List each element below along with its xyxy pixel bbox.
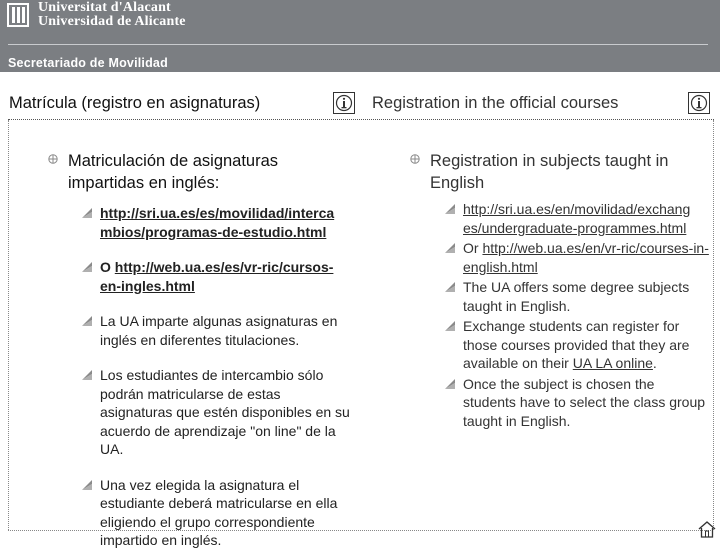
list-item bbox=[48, 476, 353, 550]
list-item bbox=[48, 258, 353, 295]
item-text: Los estudiantes de intercambio sólo podrán matricularse de estas asignaturas que estén disponibles en su acuerdo de aprendizaje "on line" de la UA. bbox=[100, 367, 350, 457]
university-shield-logo bbox=[6, 2, 30, 28]
spanish-heading-item bbox=[48, 150, 353, 194]
list-item bbox=[410, 375, 710, 431]
header-divider bbox=[8, 44, 708, 45]
arrow-bullet-icon bbox=[444, 320, 456, 332]
arrow-bullet-icon bbox=[444, 242, 456, 254]
arrow-bullet-icon bbox=[81, 479, 93, 491]
ua-la-online-link[interactable]: UA LA online bbox=[572, 355, 653, 371]
link-text[interactable]: http://web.ua.es/en/vr-ric/courses-in-english.html bbox=[463, 240, 709, 275]
title-divider bbox=[8, 119, 714, 120]
english-column bbox=[410, 150, 710, 430]
diamond-bullet-icon bbox=[410, 154, 420, 164]
diamond-bullet-icon bbox=[48, 154, 58, 164]
home-icon[interactable] bbox=[697, 520, 717, 538]
arrow-bullet-icon bbox=[444, 203, 456, 215]
item-text: Exchange students can register for those courses provided that they are available on their bbox=[463, 318, 690, 371]
unit-name: Secretariado de Movilidad bbox=[8, 56, 168, 70]
spanish-heading-text: Matriculación de asignaturas impartidas en inglés: bbox=[68, 152, 279, 192]
item-text: Once the subject is chosen the students have to select the class group taught in English. bbox=[463, 375, 706, 429]
list-item[interactable] bbox=[48, 204, 353, 241]
item-text: Una vez elegida la asignatura el estudiante deberá matricularse en ella eligiendo el grupo correspondiente impartido en inglés. bbox=[100, 476, 338, 548]
arrow-bullet-icon bbox=[444, 378, 456, 390]
item-prefix: Or bbox=[463, 240, 483, 256]
list-item bbox=[410, 317, 710, 373]
list-item bbox=[410, 278, 710, 315]
english-heading-item bbox=[410, 150, 710, 194]
item-text-end: . bbox=[652, 355, 657, 371]
slide-title-english: Registration in the official courses bbox=[372, 94, 619, 112]
slide-title-spanish: Matrícula (registro en asignaturas) bbox=[9, 94, 261, 112]
content-frame-left bbox=[8, 120, 9, 530]
item-text: The UA offers some degree subjects taught in English. bbox=[463, 279, 690, 314]
list-item bbox=[48, 312, 353, 349]
link-text[interactable]: http://sri.ua.es/en/movilidad/exchang es/undergraduate-programmes.html bbox=[463, 201, 691, 236]
content-frame-right bbox=[713, 120, 714, 530]
item-prefix: O bbox=[100, 259, 115, 275]
arrow-bullet-icon bbox=[444, 281, 456, 293]
spanish-column bbox=[48, 150, 353, 550]
list-item bbox=[48, 366, 353, 459]
info-i-icon[interactable] bbox=[333, 92, 355, 114]
university-name-valencian: Universitat d'Alacant bbox=[38, 0, 171, 15]
arrow-bullet-icon bbox=[81, 261, 93, 273]
link-text[interactable]: http://web.ua.es/es/vr-ric/cursos-en-ingles.html bbox=[100, 259, 334, 294]
list-item bbox=[410, 239, 710, 276]
item-text: La UA imparte algunas asignaturas en inglés en diferentes titulaciones. bbox=[100, 313, 338, 348]
university-name-spanish: Universidad de Alicante bbox=[38, 14, 186, 29]
arrow-bullet-icon bbox=[81, 315, 93, 327]
link-text[interactable]: http://sri.ua.es/es/movilidad/interca mbios/programas-de-estudio.html bbox=[100, 205, 335, 240]
arrow-bullet-icon bbox=[81, 369, 93, 381]
info-i-icon[interactable] bbox=[688, 92, 710, 114]
header-banner bbox=[0, 0, 720, 72]
english-heading-text: Registration in subjects taught in English bbox=[430, 152, 669, 192]
arrow-bullet-icon bbox=[81, 207, 93, 219]
list-item[interactable] bbox=[410, 200, 710, 237]
